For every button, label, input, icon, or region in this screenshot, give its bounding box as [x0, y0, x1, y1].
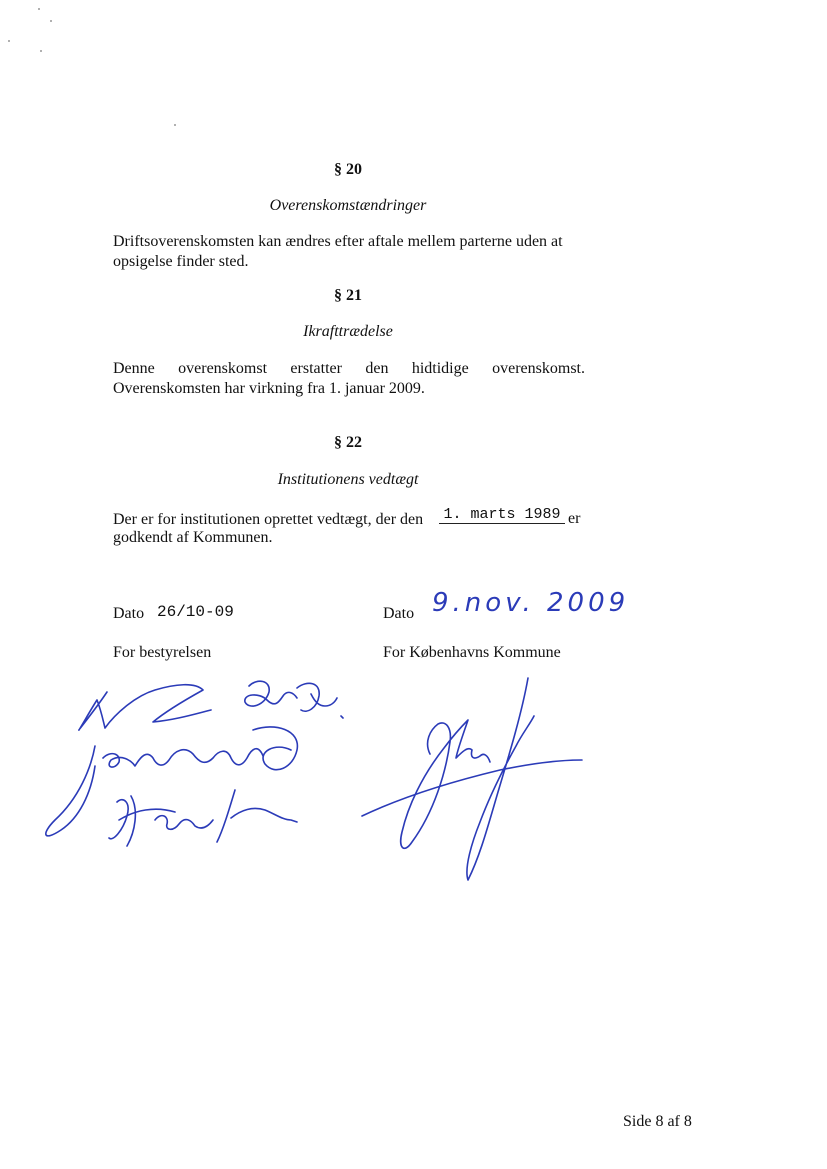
left-date-value: 26/10-09 [157, 603, 234, 621]
page-number: Side 8 af 8 [623, 1113, 692, 1130]
bestyrelse-signatures [35, 670, 345, 860]
signature-stroke-5 [245, 681, 343, 718]
section-21-number: § 21 [334, 287, 362, 304]
signature-stroke-2 [46, 746, 263, 836]
section-21-body-line2: Overenskomsten har virkning fra 1. januar 2009. [113, 380, 425, 397]
section-22-body-line1 [113, 510, 423, 530]
section-20-number: § 20 [334, 161, 362, 178]
right-party-label: For Københavns Kommune [383, 644, 561, 661]
signature-stroke-3 [253, 727, 297, 770]
section-22-body-before: Der er for institutionen oprettet vedtægt, der den [113, 511, 424, 528]
section-21-title: Ikrafttrædelse [303, 323, 393, 340]
kommune-signature [360, 672, 590, 886]
section-22-body-after: er [568, 510, 581, 527]
section-22-body-line2: godkendt af Kommunen. [113, 529, 273, 546]
section-22-title: Institutionens vedtægt [277, 471, 419, 488]
signature-stroke-7 [467, 678, 534, 880]
right-date-label: Dato [383, 605, 415, 622]
signature-stroke-4 [109, 790, 297, 846]
left-party-label: For bestyrelsen [113, 644, 212, 661]
signature-stroke-8 [362, 760, 582, 816]
section-22-number: § 22 [334, 434, 362, 451]
section-21-body-line1: Denne overenskomst erstatter den hidtidige overenskomst. [113, 360, 585, 377]
left-date-label: Dato [113, 605, 145, 622]
section-20-body: Driftsoverenskomsten kan ændres efter aftale mellem parterne uden at opsigelse finder sted. [113, 233, 563, 270]
section-20-title: Overenskomstændringer [269, 197, 427, 214]
vedtaegt-date-value: 1. marts 1989 [443, 506, 561, 523]
signature-stroke-1 [79, 685, 211, 730]
vedtaegt-date-field [439, 505, 565, 524]
right-date-handwritten: 9.nov. 2009 [432, 588, 630, 618]
